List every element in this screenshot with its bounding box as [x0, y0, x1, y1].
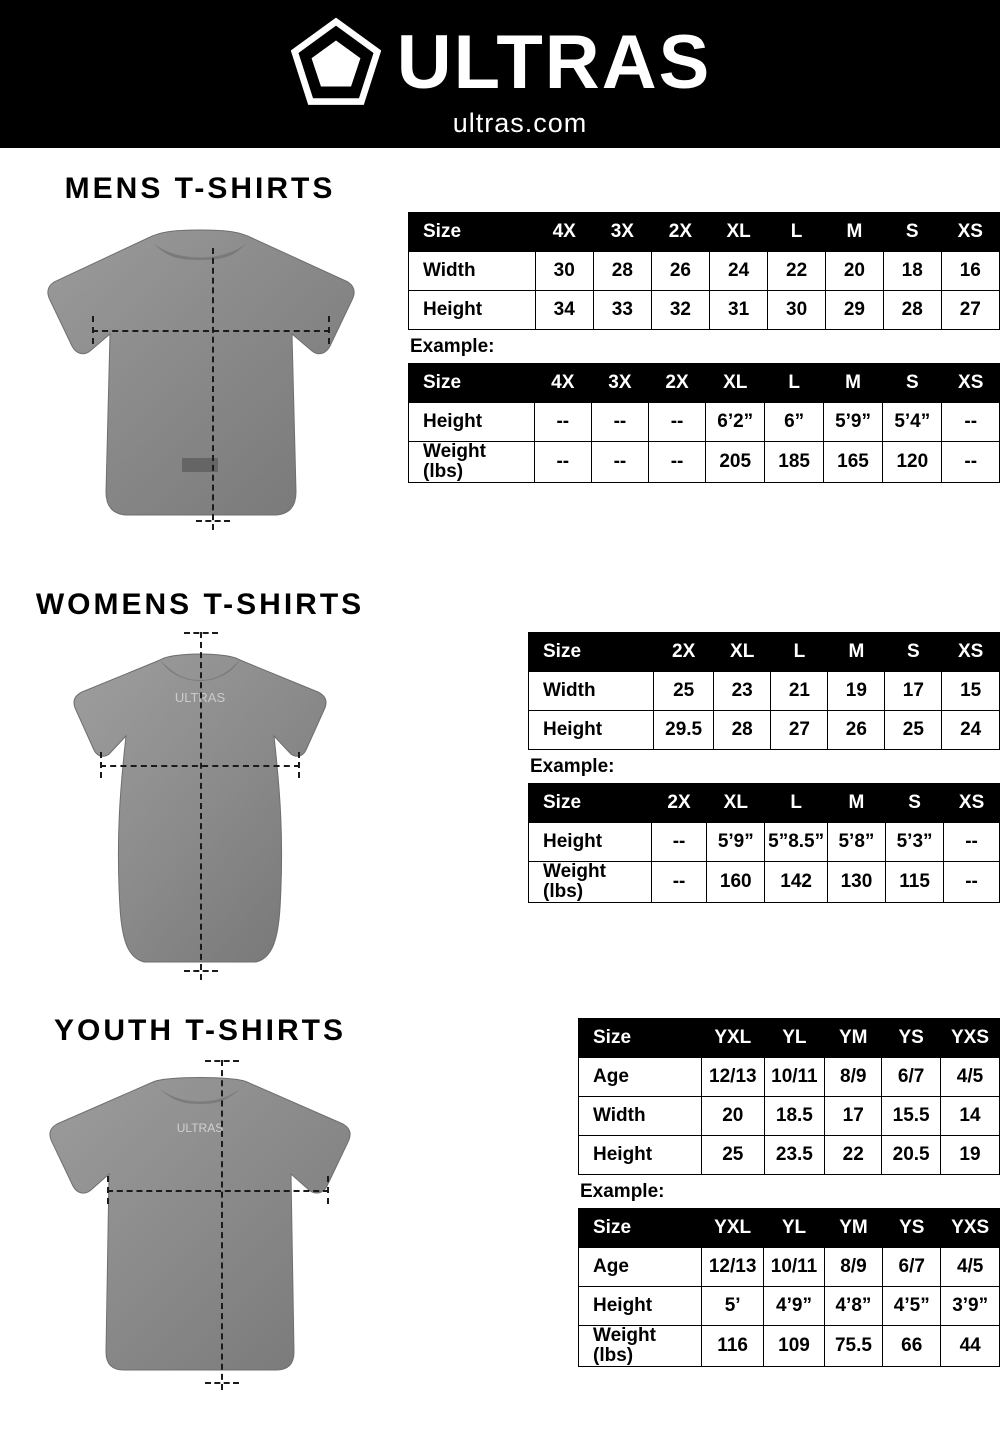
weight-row-label: Weight (lbs)	[529, 862, 652, 903]
womens-tables	[528, 632, 1000, 903]
table-row: Width 25 23 21 19 17 15	[529, 672, 1000, 711]
youth-tables	[578, 1018, 1000, 1367]
table-row: Age 12/13 10/11 8/9 6/7 4/5	[579, 1058, 1000, 1097]
width-guide-tick-right	[327, 1176, 329, 1204]
brand-lockup	[289, 16, 712, 110]
table-row: Weight (lbs) 116 109 75.5 66 44	[579, 1326, 1000, 1367]
height-guide-tick-bottom	[205, 1382, 239, 1384]
section-womens	[0, 570, 1000, 1000]
pentagon-shield-icon	[289, 16, 383, 110]
youth-tshirt-illustration	[35, 1066, 365, 1386]
table-row: Height -- -- -- 6’2” 6” 5’9” 5’4” --	[409, 403, 1000, 442]
table-header-row: Size 2X XL L M S XS	[529, 784, 1000, 823]
width-guide-tick-left	[100, 752, 102, 778]
womens-example-table	[528, 783, 1000, 903]
height-guide-line	[200, 632, 202, 980]
brand-url: ultras.com	[452, 107, 588, 138]
table-header-row: Size YXL YL YM YS YXS	[579, 1019, 1000, 1058]
height-guide-line	[212, 248, 214, 530]
section-title-youth: YOUTH T-SHIRTS	[53, 1014, 346, 1047]
table-row: Height 29.5 28 27 26 25 24	[529, 711, 1000, 750]
height-guide-tick-top	[184, 632, 218, 634]
table-row: Age 12/13 10/11 8/9 6/7 4/5	[579, 1248, 1000, 1287]
youth-size-table	[578, 1018, 1000, 1175]
width-guide-tick-left	[92, 316, 94, 344]
width-guide-tick-right	[298, 752, 300, 778]
brand-name: ULTRAS	[396, 19, 712, 105]
mens-tshirt-illustration	[30, 220, 370, 530]
svg-text:ULTRAS: ULTRAS	[174, 690, 226, 705]
mens-tables	[408, 212, 1000, 483]
mens-size-table	[408, 212, 1000, 330]
width-guide-line	[107, 1190, 329, 1192]
width-guide-tick-right	[328, 316, 330, 344]
table-row: Height 25 23.5 22 20.5 19	[579, 1136, 1000, 1175]
page-header	[0, 0, 1000, 148]
table-row: Height 5’ 4’9” 4’8” 4’5” 3’9”	[579, 1287, 1000, 1326]
svg-text:ULTRAS: ULTRAS	[176, 1121, 224, 1135]
womens-tshirt-illustration	[50, 640, 350, 980]
youth-example-label: Example:	[580, 1181, 665, 1202]
womens-example-label: Example:	[530, 756, 615, 777]
mens-example-label: Example:	[410, 336, 495, 357]
height-guide-tick-top	[205, 1060, 239, 1062]
weight-row-label: Weight (lbs)	[409, 442, 535, 483]
table-row: Height -- 5’9” 5”8.5” 5’8” 5’3” --	[529, 823, 1000, 862]
section-title-mens: MENS T-SHIRTS	[64, 172, 336, 205]
womens-size-table	[528, 632, 1000, 750]
table-row: Weight (lbs) -- 160 142 130 115 --	[529, 862, 1000, 903]
height-guide-line	[221, 1060, 223, 1390]
mens-tshirt-shape	[30, 220, 370, 530]
table-header-row: Size YXL YL YM YS YXS	[579, 1209, 1000, 1248]
section-mens	[0, 150, 1000, 570]
height-guide-tick-bottom	[184, 970, 218, 972]
table-row: Width 20 18.5 17 15.5 14	[579, 1097, 1000, 1136]
table-row: Weight (lbs) -- -- -- 205 185 165 120 --	[409, 442, 1000, 483]
table-row: Width 30 28 26 24 22 20 18 16	[409, 252, 1000, 291]
mens-example-table	[408, 363, 1000, 483]
table-header-row: Size 4X 3X 2X XL L M S XS	[409, 364, 1000, 403]
table-header-row: Size 4X 3X 2X XL L M S XS	[409, 213, 1000, 252]
weight-row-label: Weight (lbs)	[579, 1326, 702, 1367]
width-guide-line	[92, 330, 330, 332]
table-row: Height 34 33 32 31 30 29 28 27	[409, 291, 1000, 330]
youth-example-table	[578, 1208, 1000, 1367]
table-header-row: Size 2X XL L M S XS	[529, 633, 1000, 672]
youth-tshirt-shape	[35, 1066, 365, 1386]
section-title-womens: WOMENS T-SHIRTS	[35, 588, 365, 621]
section-youth	[0, 1000, 1000, 1444]
width-guide-tick-left	[107, 1176, 109, 1204]
height-guide-tick-bottom	[196, 520, 230, 522]
